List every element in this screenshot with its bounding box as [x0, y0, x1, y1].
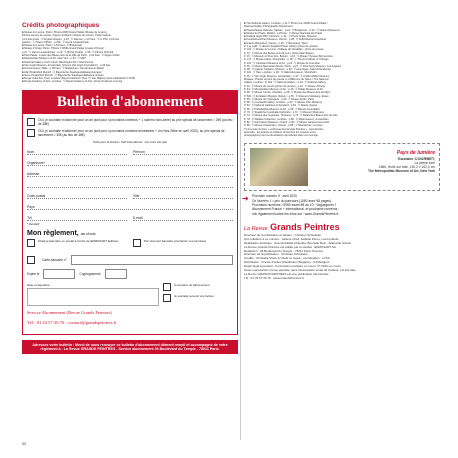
credit-line: P. 82 : © Ashmolean Museum, Oxford ; p.84 : © Musée Jacquemart-André — [244, 120, 330, 124]
payment-options — [27, 239, 233, 250]
staff-line: Toute reproduction même partielle, sans l'autorisation écrite de l'éditeur, est interdite. — [244, 268, 357, 273]
option-two-checkbox[interactable] — [27, 129, 35, 137]
mailing-notice: Adressez votre bulletin : Merci de nous renvoyer ce bulletin d'abonnement dûment rempli et accompagné de votre règlement à : La Revue GRANDS PEINTRES - Service abonnement 26 Boulevard du Temple - 75011 Paris. — [22, 340, 238, 355]
credits-right — [244, 22, 440, 137]
credit-line: (*) A la suite du livre « La Revue des Grands Peintres », reproduction — [244, 127, 324, 131]
credit-line: ■ National Gallery of Art / NGA, Washington DC / NGA Picture — [22, 60, 94, 64]
credit-line: P. 21b : © Cleveland Museum of Art ; p.22 : © Musée de Grenoble — [244, 61, 320, 65]
credit-line: Gallery, Londres : P. 32a : © National Gallery ; p.44 : © National Gallery — [244, 81, 326, 85]
credit-line: P. 15 : © Museum of Fine Arts, Boston ; p.16 : © Museo Thyssen-Bornemisza — [244, 54, 333, 58]
field-footnote: * Facultatif — [27, 222, 40, 226]
credit-line: ■ Metropolitan Museum of Art, New York : p.33 : © MET — [22, 57, 86, 61]
credit-line: ■ Alte Pinakothek Munich : © Bayerische Staatsgemäldesammlungen — [22, 70, 102, 74]
option-one[interactable] — [27, 118, 233, 126]
credit-line: P. 74 : © Musée des Augustins, Toulouse ; p.76 : © Palais des Beaux-Arts de Lille — [244, 114, 338, 118]
credit-line: gauche : © Thierry Ollivier ; p.20b : © Hervé Lewandowski — [22, 40, 89, 44]
email-field[interactable]: E-mail — [133, 212, 233, 221]
option-one-label: OUI, je souhaite m'abonner pour un an (soit pour 4 prochains numéros + 1 numéro hors-série) au prix spécial de lancement = 25€ (au lieu de 38€) — [38, 117, 233, 126]
signature-box[interactable]: Date et signature — [27, 283, 159, 306]
organisme-field[interactable]: Organisme* — [27, 157, 233, 166]
credits-left — [22, 31, 238, 84]
credit-line: ■ Musée du Louvre, Paris / p.52 haut : © Bridgeman — [22, 44, 82, 48]
invoice-option[interactable]: Je souhaite recevoir une facture — [163, 294, 233, 302]
service-line: Tél : 01 43 57 30 76 · contact@grandspeintres.fr — [27, 320, 117, 326]
service-line: Service Abonnement (Revue Grands Peintres) — [27, 310, 112, 316]
credit-line: P. 55 : © Musée de l'Orangerie ; p.56 : © Musée Rodin, Paris — [244, 97, 314, 101]
credit-line: ■ Musée du Louvre, Paris / Photos RMN Grand Palais (Musée du Louvre). — [22, 31, 108, 34]
credit-line: p.13 bas droite : © Angèle Dequier ; p.15 : © Ravinal ; p.16 haut : © A. Phil. p.16 bas — [22, 37, 119, 41]
credit-line: ■ Musée d'Orsay, Paris / Photos © RMN-Grand Palais (musée d'Orsay) : — [22, 47, 106, 51]
prenom-field[interactable]: Prénom — [133, 146, 233, 155]
staff-line: La Revue GRANDS PEINTRES est une publication trimestrielle. — [244, 271, 330, 276]
pay-cheque[interactable]: Chèque bancaire ou postal à l'ordre de EDMUSART Editions — [27, 239, 127, 247]
credit-line: P. 86 : © Musée Unterlinden, Colmar ; p.88 : © Mauritshuis, La Haye — [244, 124, 323, 128]
credit-line: Photos service de presse / Figure d'Athéné / Musée du Louvre, Petite Galerie. — [22, 34, 112, 38]
adresse-field[interactable]: Adresse — [27, 168, 233, 177]
credit-line: P. 70 : © Staatliche Kunsthalle Karlsruhe ; p.72 : © Museum Boijmans — [244, 111, 324, 115]
credit-line: P. 62 : © National Galleries of Scotland ; p.63 : © Musée Granet — [244, 104, 318, 108]
card-row: Carte bancaire n° — [27, 255, 233, 265]
credit-line: Musées / Photos service de presse / Le Bâtiment de Tekne / The National — [244, 78, 329, 82]
credit-line: P. 13 : © Musée des Beaux-Arts de Lyon, photo Alain Basset — [244, 51, 314, 55]
credit-line: P. 31b : © Tate, Londres ; p.32 : © Nationalmuseum, Stockholm — [244, 71, 317, 75]
credits-title: Crédits photographiques — [22, 22, 100, 29]
reception-option[interactable]: À réception de l'abonnement — [163, 283, 233, 291]
painting-coupon — [244, 143, 440, 191]
payment-title: Mon règlement, au choix — [27, 229, 96, 237]
credit-line: P. 78 : © Wallace Collection, Londres ; p.80 : © Rijksmuseum, Amsterdam — [244, 117, 329, 121]
credit-line: P. 36 : © Van Gogh Museum, Amsterdam ; p.37 : © Kröller-Müller Museum — [244, 74, 330, 78]
credit-line: ■ Neue Pinakothek Munich : © Bayerische Staatsgemäldesammlungen — [22, 73, 104, 77]
credit-line: P. 66 : © Philadelphia Museum of Art ; p.68 : © Barnes Foundation — [244, 107, 321, 111]
expiry-input[interactable] — [43, 269, 75, 279]
credit-line: P. 58 : © Courtauld Gallery, Londres ; p.60 : © Musée d'Art Moderne — [244, 101, 323, 105]
credit-line: photographes pour les illustrations reproduites dans cet ouvrage. — [244, 134, 319, 138]
credit-line: ■ Royal Academy of Arts, Londres : © Royal Academy of Arts / photo Prudence Cuming — [22, 80, 123, 84]
credit-line: p.27 : © Hervé Lewandowski ; p.29 : © Michel Urtado ; p.35 : © Patrice Schmidt — [22, 50, 114, 54]
credit-line: P. 48 : © Musée Condé, Chantilly ; p.49 : © Musée des Beaux-Arts de Dijon — [244, 91, 331, 95]
credit-line: P. 52b : © Fondation Beyeler, Riehen ; p.53 : © Museum Folkwang, Essen — [244, 94, 329, 98]
nom-field[interactable]: Nom — [27, 146, 127, 155]
staff-line: Crédits : Christelle Vireis & Chelk Le Geeb - coordination : LUCK — [244, 256, 330, 261]
credit-line: P. 28 : © Galerie Tretiakov, Moscou ; p.30 : © Hermitage, Saint-Pétersbourg — [244, 68, 331, 72]
subscription-form — [22, 114, 238, 335]
credit-line: National Gallery Photographic Department — [244, 25, 293, 29]
pay-virement[interactable]: Par virement bancaire (contacter nos services) — [133, 239, 233, 247]
expiry-row: Expire le Cryptogramme — [27, 269, 233, 279]
reception-checkbox[interactable] — [163, 283, 171, 291]
credit-line: P. 26 : © Musée Marmottan Monet, Paris ; p.27 : © Paul Getty Museum, Los Angeles — [244, 64, 342, 68]
magazine-staff — [244, 234, 440, 281]
credit-line: ■ Galerie Belvedere, Vienne : p.40 : © Belvedere, Wien — [244, 41, 308, 45]
arrow-right-icon: ➜ — [242, 194, 249, 204]
option-two-label: OUI, je souhaite m'abonner pour un an (soit pour 4 prochains numéros trimestriels + Un Hors-Série en avril 2020), au prix spécial de lancement = 30€ (au lieu de 46€) — [38, 128, 225, 137]
crypto-input[interactable] — [105, 269, 127, 279]
tel-field[interactable]: Tél — [27, 212, 127, 221]
staff-line: Distribution : France Pouliot (Distribution Bulgarie) - ILS Belgium — [244, 260, 330, 265]
signature-area — [27, 283, 233, 306]
page-number: 50 — [22, 442, 26, 446]
credit-line: P. 10b : © Musée du Louvre, Château de Versailles ; photo de presse — [244, 48, 324, 52]
pays-field[interactable]: Pays — [27, 201, 233, 210]
staff-line: Dépôt légal à parution. Commission paritaire en cours, N° ISSN en cours — [244, 264, 341, 269]
credit-line: P. 40 : © Musée du Louvre (photo de presse) ; p.42 : © Musée d'Orsay — [244, 84, 325, 88]
option-one-checkbox[interactable] — [27, 118, 35, 126]
staff-line: Directeur de la publication et éditeur : Christian Schinkeler — [244, 232, 322, 237]
staff-line: Directeur de la publication : Christian Schinkeler — [244, 252, 308, 257]
painting-thumbnail — [250, 148, 308, 186]
right-column — [244, 22, 440, 281]
credit-line: P. 44 : © Metropolitan Museum of Art ; p.46 : © Dallas Museum of Art — [244, 87, 323, 91]
next-issue-promo: ➜ Prochain numéro 9 : avril 2020 Ce Numéro 1 • prix du parcours (1080 avec 98 pages) Prochains numéros • 9080 avant 8€ au 10 : Vaguegener l' Abonnement France + International, et prochains numéros : voir également toutes les infos sur : www.GrandsPeintres.fr — [242, 194, 340, 216]
credit-line: P. 1 et p.28 : © Historic England Photo Library (photo de presse) — [244, 45, 318, 49]
credit-line: ■ Galleria degli Uffizi, Florence : p.31 : © Photo Scala, Florence — [244, 35, 317, 39]
staff-line: Ont collaboré à ce numéro : Hélène Chell, Isabelle Perou, Léa Fondeim — [244, 236, 340, 241]
credit-line: autorisée ; les auteurs et l'éditeur remercient les musées et les — [244, 130, 316, 134]
pay-virement-checkbox[interactable] — [133, 239, 141, 247]
credit-line: ■ The National Gallery, Londres : p.11 © Photo Cie / RMN Grand Palais / — [244, 22, 328, 25]
staff-line: Tél : 01 43 57 30 76 · www.GrandsPeintres.fr — [244, 275, 305, 280]
option-note: Tarifs pour la France / Tarif international : voir notre site web — [92, 139, 168, 144]
card-number-input[interactable] — [71, 255, 233, 265]
adresse-field-2[interactable] — [27, 179, 233, 188]
ville-field[interactable]: Ville — [133, 190, 233, 199]
credit-line: ■ Kunstmuseum, Bâle : p.38 haut : © Bridgeman / Kunstmuseum Basel — [22, 67, 104, 71]
pay-card-checkbox[interactable] — [27, 256, 35, 264]
signature-options — [163, 283, 233, 306]
service-info — [27, 310, 233, 326]
magazine-title: La Revue Grands Peintres — [244, 221, 340, 232]
pay-cheque-checkbox[interactable] — [27, 239, 35, 247]
staff-line: Réalisation artistique : Ana Chanfalla Chamiña, Bonnelle Bolo - Aliénarde Simion — [244, 240, 352, 245]
credit-line: P. 17b : © Musée Fabre, Montpellier ; p.18 : © The Art Institute of Chicago — [244, 58, 329, 62]
left-column — [22, 22, 238, 354]
invoice-checkbox[interactable] — [163, 294, 171, 302]
credit-line: ■ Pinacothèque Vaticane, Vatican : p.22 : © Bridgeman ; p.34 : © Vatican Museums — [244, 28, 340, 32]
credit-line: ■ Kunsthistorisches Museum, Vienne : p.28 : © KHM-Museumsverband — [244, 38, 326, 42]
painting-caption: Pays de lumière Gustave COURBET, La pleine lune 1866, Huile sur toile, 130,2 x 162,2 cm The Metropolitan Museum of Art, New York — [368, 150, 435, 174]
credit-line: ■ Petit Palais, musée des Beaux-arts de la Ville de Paris : p.32 haut : © Roger-Viollet — [22, 54, 120, 58]
subscription-banner: Bulletin d'abonnement — [22, 90, 238, 114]
credit-line: ■ Musée du Prado, Madrid : p.26 bas : © Museo Nacional del Prado — [244, 31, 323, 35]
staff-line: La Revue Grands Peintres est éditée par la société : EDMUSART SA — [244, 244, 336, 249]
option-two[interactable] — [27, 129, 233, 137]
code-postal-field[interactable]: Code postal — [27, 190, 127, 199]
staff-line: Rédaction : 26 Boulevard du Temple - 75011 Paris (France) — [244, 248, 323, 253]
credit-line: ■ Royal Collection Trust, Londres (Royal Collection Trust / © Her Majesty Queen Elizabeth II 2019) — [22, 77, 136, 81]
credit-line: ■ Van Gogh Museum, Amsterdam (Vincent Van Gogh Foundation) : p.36 bas — [22, 63, 111, 67]
column-divider — [240, 22, 241, 440]
